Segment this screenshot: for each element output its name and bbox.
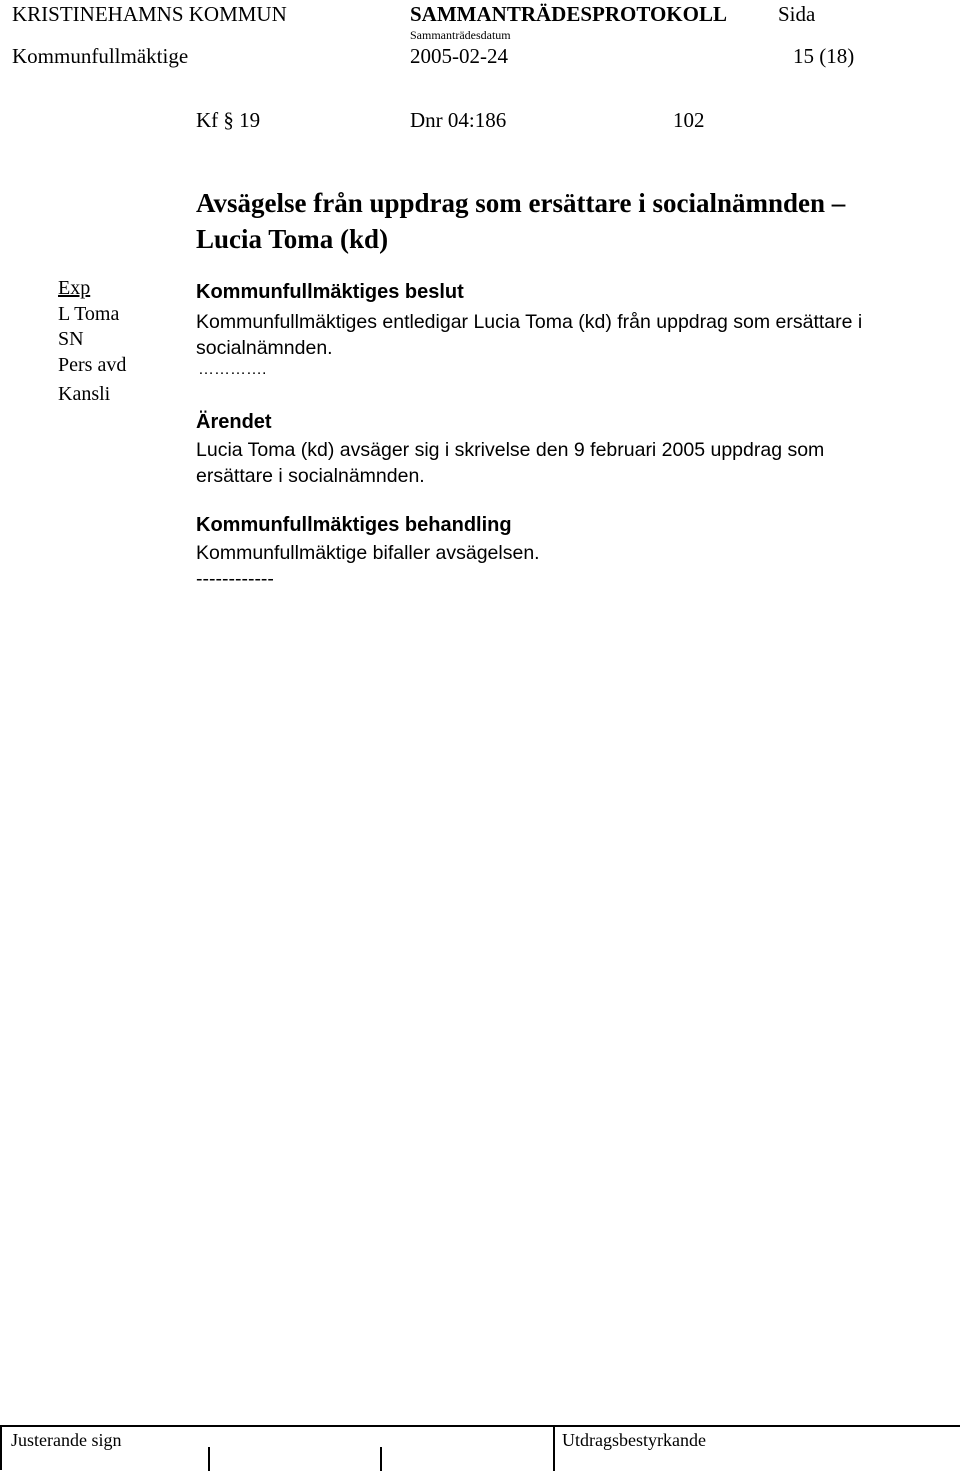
distribution-item: Pers avd (58, 353, 127, 376)
matter-text-line-1: Lucia Toma (kd) avsäger sig i skrivelse den 9 februari 2005 uppdrag som (196, 439, 825, 461)
page-label: Sida (778, 2, 816, 26)
decision-text-line-2: socialnämnden. (196, 337, 333, 359)
decision-dots: …………. (198, 361, 267, 378)
distribution-item: L Toma (58, 302, 120, 325)
diary-number: Dnr 04:186 (410, 108, 507, 132)
distribution-label: Exp (58, 277, 91, 299)
page-number: 15 (18) (793, 44, 855, 68)
distribution-item: Kansli (58, 383, 111, 405)
date-label: Sammanträdesdatum (410, 28, 511, 42)
body-name: Kommunfullmäktige (12, 44, 189, 68)
distribution-list (58, 276, 126, 408)
footer-left-border (0, 1425, 2, 1470)
signature-divider (380, 1447, 382, 1471)
matter-heading: Ärendet (196, 411, 272, 433)
treatment-separator: ------------ (196, 568, 274, 590)
extract-cert-label: Utdragsbestyrkande (562, 1430, 706, 1450)
signature-divider (553, 1427, 555, 1471)
reference-code: 102 (673, 108, 705, 132)
footer-top-rule (0, 1425, 960, 1427)
signature-divider (208, 1447, 210, 1471)
meeting-date: 2005-02-24 (410, 44, 508, 68)
page-title-line-1: Avsägelse från uppdrag som ersättare i socialnämnden – (196, 188, 846, 218)
page-title-line-2: Lucia Toma (kd) (196, 224, 389, 254)
matter-text-line-2: ersättare i socialnämnden. (196, 465, 425, 487)
distribution-item: SN (58, 328, 84, 350)
protocol-title: SAMMANTRÄDESPROTOKOLL (410, 2, 727, 26)
treatment-heading: Kommunfullmäktiges behandling (196, 514, 512, 536)
treatment-text: Kommunfullmäktige bifaller avsägelsen. (196, 542, 540, 564)
decision-text-line-1: Kommunfullmäktiges entledigar Lucia Toma (kd) från uppdrag som ersättare i (196, 311, 863, 333)
organization-name: KRISTINEHAMNS KOMMUN (12, 2, 287, 26)
paragraph-number: Kf § 19 (196, 108, 261, 132)
decision-heading: Kommunfullmäktiges beslut (196, 281, 464, 303)
adjuster-sign-label: Justerande sign (11, 1430, 122, 1450)
